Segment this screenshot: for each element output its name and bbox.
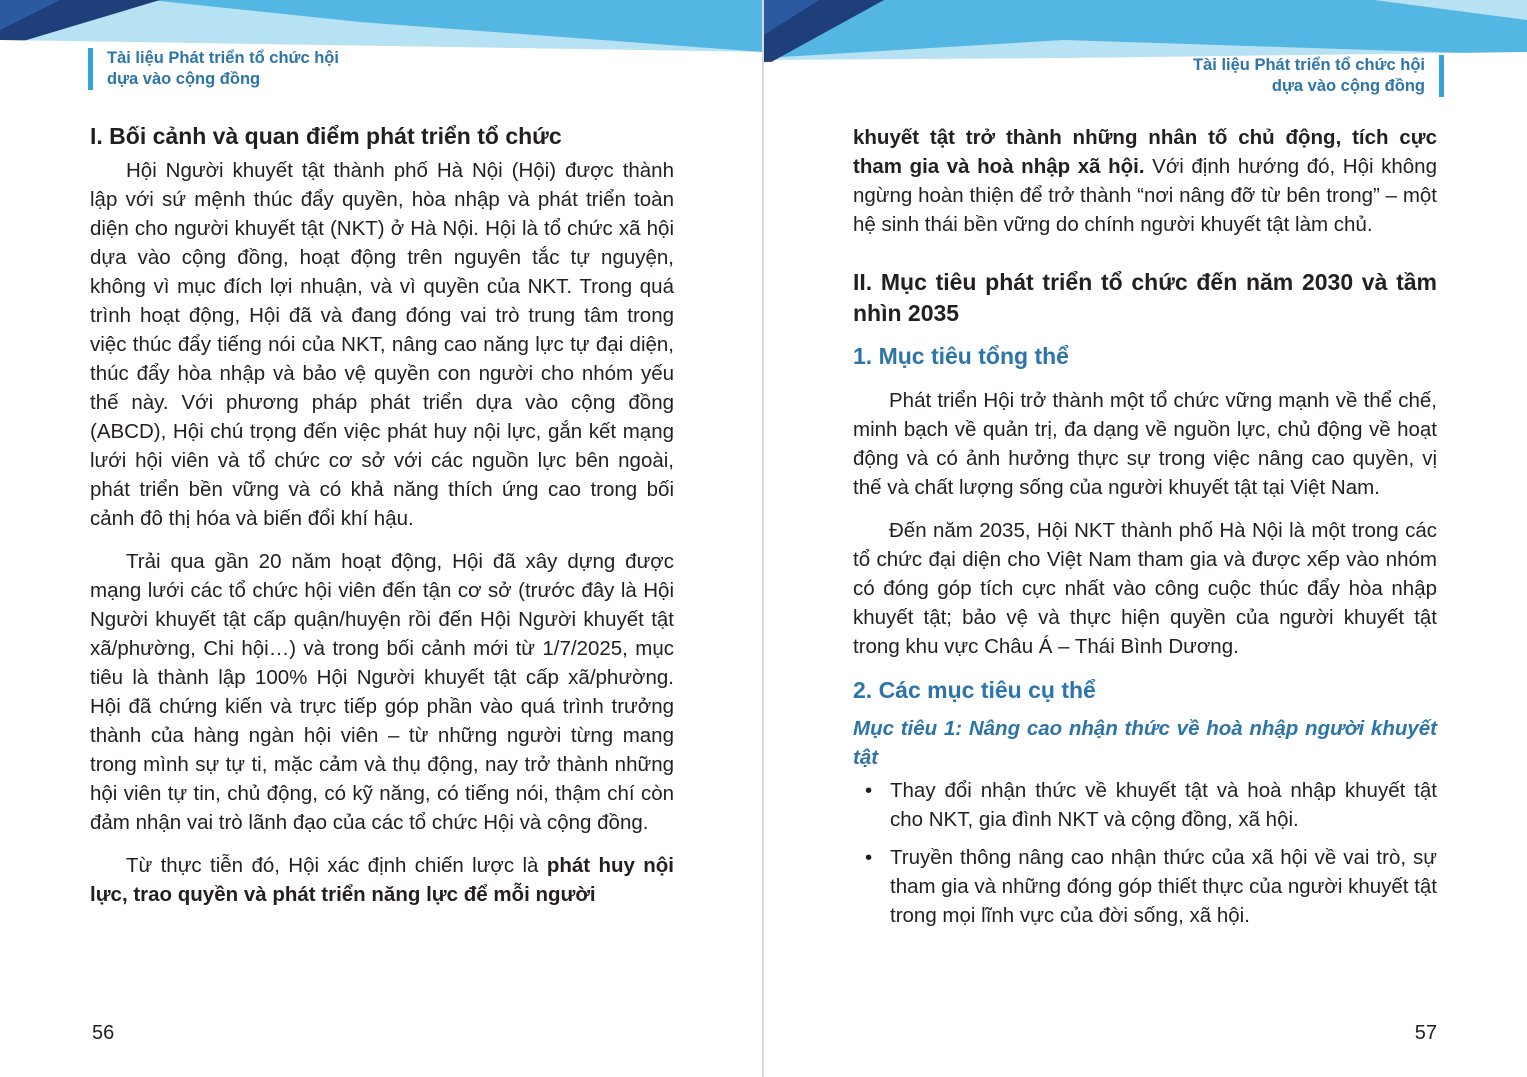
list-item [853,843,1437,930]
section-title-context: I. Bối cảnh và quan điểm phát triển tổ chức [90,123,562,149]
objective-1-title: Mục tiêu 1: Nâng cao nhận thức về hoà nhập người khuyết tật [853,717,1437,769]
subsection-title-specific: 2. Các mục tiêu cụ thể [853,677,1096,703]
running-header [88,48,339,90]
page-number-left: 56 [92,1022,115,1044]
strategy-bold-text: phát huy nội lực, trao quyền và phát triển năng lực để mỗi người [90,854,674,906]
page-number-right: 57 [1414,1022,1437,1044]
left-page [0,0,763,1077]
list-item-text: Truyền thông nâng cao nhận thức của xã hội về vai trò, sự tham gia và những đóng góp thiết thực của người khuyết tật trong mọi lĩnh vực của đời sống, xã hội. [890,846,1437,927]
list-item [853,776,1437,834]
subsection-title-overall: 1. Mục tiêu tổng thể [853,343,1069,369]
header-line-1: Tài liệu Phát triển tổ chức hội [107,49,339,67]
running-header-right [1193,55,1444,97]
left-page-body [90,121,674,923]
bullet-icon: • [865,846,873,869]
objective-1-list [853,776,1437,930]
paragraph-overall-goal: Phát triển Hội trở thành một tổ chức vững mạnh về thể chế, minh bạch về quản trị, đa dạng về nguồn lực, chủ động về hoạt động và có ảnh hưởng thực sự trong việc nâng cao quyền, vị thế và chất lượng sống của người khuyết tật tại Việt Nam. [853,389,1437,499]
header-line-2: dựa vào cộng đồng [107,70,261,88]
right-page-body [853,123,1437,939]
header-line-2-right: dựa vào cộng đồng [1271,77,1425,95]
right-page [764,0,1527,1077]
continuation-text: Với định hướng đó, Hội không ngừng hoàn thiện để trở thành “nơi nâng đỡ từ bên trong” – một hệ sinh thái bền vững do chính người khuyết tật làm chủ. [853,155,1437,236]
paragraph-vision-2035: Đến năm 2035, Hội NKT thành phố Hà Nội là một trong các tổ chức đại diện cho Việt Nam tham gia và được xếp vào nhóm có đóng góp tích cực nhất vào công cuộc thúc đẩy hòa nhập khuyết tật; bảo vệ và thực hiện quyền của người khuyết tật trong khu vực Châu Á – Thái Bình Dương. [853,519,1437,658]
paragraph-mission: Hội Người khuyết tật thành phố Hà Nội (Hội) được thành lập với sứ mệnh thúc đẩy quyền, hòa nhập và phát triển toàn diện cho người khuyết tật (NKT) ở Hà Nội. Hội là tổ chức xã hội dựa vào cộng đồng, hoạt động trên nguyên tắc tự nguyện, không vì mục đích lợi nhuận, và vì quyền của NKT. Trong quá trình hoạt động, Hội đã và đang đóng vai trò trung tâm trong việc thúc đẩy tiếng nói của NKT, nâng cao năng lực tự đại diện, thúc đẩy hòa nhập và bảo vệ quyền con người cho nhóm yếu thế này. Với phương pháp phát triển dựa vào cộng đồng (ABCD), Hội chú trọng đến việc phát huy nội lực, gắn kết mạng lưới hội viên và tổ chức cơ sở với các nguồn lực bên ngoài, phát triển bền vững và có khả năng thích ứng cao trong bối cảnh đô thị hóa và biến đổi khí hậu. [90,159,674,530]
bullet-icon: • [865,779,873,802]
section-title-goals: II. Mục tiêu phát triển tổ chức đến năm 2030 và tầm nhìn 2035 [853,269,1437,326]
paragraph-continuation [853,123,1437,239]
list-item-text: Thay đổi nhận thức về khuyết tật và hoà nhập khuyết tật cho NKT, gia đình NKT và cộng đồng, xã hội. [890,779,1437,831]
continuation-bold-text: khuyết tật trở thành những nhân tố chủ động, tích cực tham gia và hoà nhập xã hội. [853,126,1437,178]
paragraph-history: Trải qua gần 20 năm hoạt động, Hội đã xây dựng được mạng lưới các tổ chức hội viên đến tận cơ sở (trước đây là Hội Người khuyết tật cấp quận/huyện rồi đến Hội Người khuyết tật xã/phường, Chi hội…) và trong bối cảnh mới từ 1/7/2025, mục tiêu là thành lập 100% Hội Người khuyết tật cấp xã/phường. Hội đã chứng kiến và trực tiếp góp phần vào quá trình trưởng thành của hàng ngàn hội viên – từ những người từng mang trong mình sự tự ti, mặc cảm và thụ động, nay trở thành những hội viên tự tin, chủ động, có kỹ năng, có tiếng nói, thậm chí còn đảm nhận vai trò lãnh đạo của các tổ chức Hội và cộng đồng. [90,550,674,834]
paragraph-strategy [90,851,674,909]
strategy-text: Từ thực tiễn đó, Hội xác định chiến lược là [126,854,547,877]
header-line-1-right: Tài liệu Phát triển tổ chức hội [1193,56,1425,74]
